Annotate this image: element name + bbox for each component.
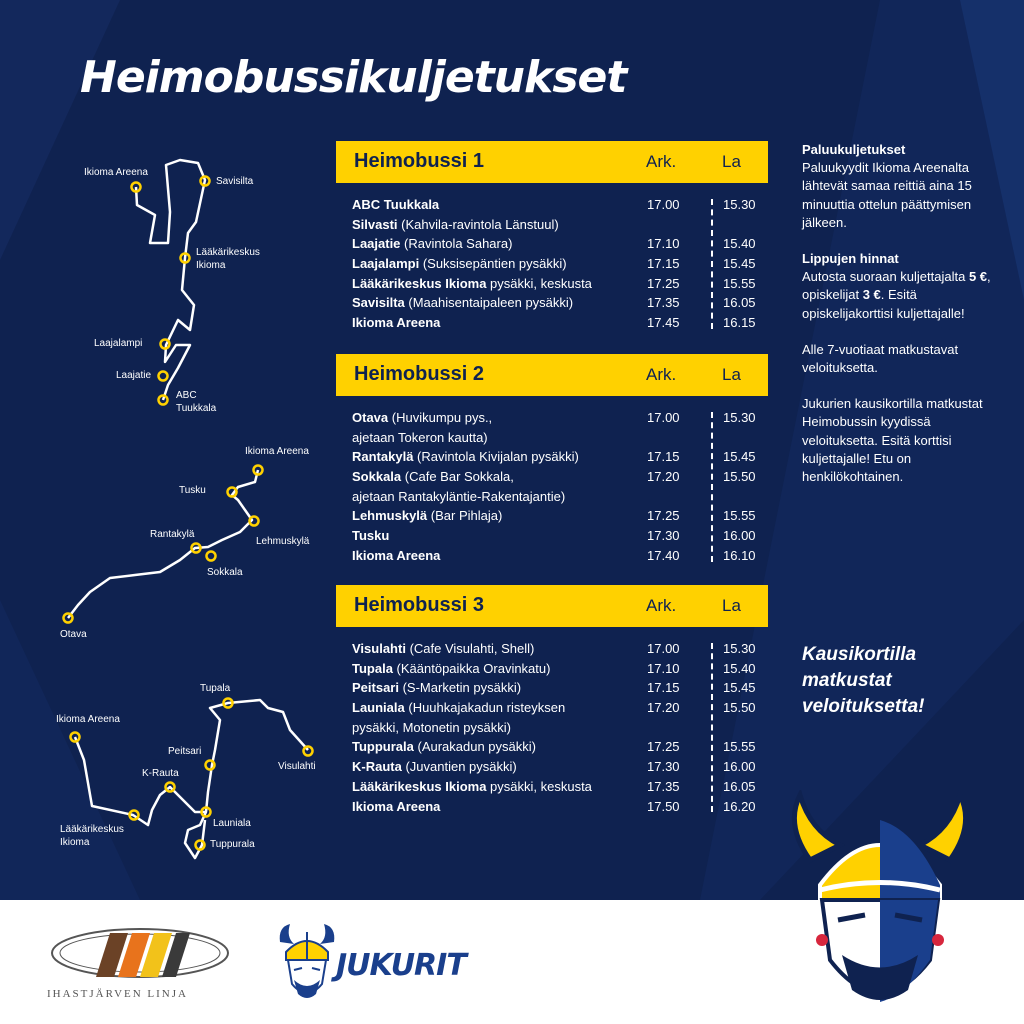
stop-note: (Kahvila-ravintola Länstuul): [397, 216, 559, 232]
time-weekday: 17.00: [647, 197, 680, 212]
stop-visulahti: [304, 747, 313, 756]
season-card-info: Jukurien kausikortilla matkustat Heimobussin kyydissä veloituksetta. Esitä korttisi kuljettajalle! Etu on henkilökohtainen.: [802, 396, 983, 485]
time-weekday: 17.10: [647, 236, 680, 252]
stop-note: (Ravintola Kivijalan pysäkki): [413, 449, 579, 465]
stop-name: Lääkärikeskus Ikioma: [352, 778, 487, 794]
time-weekday: 17.00: [647, 641, 680, 656]
table-row: [336, 195, 768, 215]
time-saturday: 16.00: [723, 759, 756, 775]
col-weekday: Ark.: [646, 596, 677, 615]
table-row: [336, 797, 768, 817]
stop-name: Ikioma Areena: [352, 315, 441, 331]
map-label: Laajatie: [116, 370, 152, 381]
map-label: Ikioma: [196, 260, 226, 271]
map-label: Peitsari: [168, 746, 202, 757]
table-row: [336, 526, 768, 546]
stop-name: Ikioma Areena: [352, 798, 441, 814]
table-row: [336, 234, 768, 254]
time-weekday: 17.45: [647, 315, 680, 331]
price-info: [802, 250, 1002, 323]
bus-header: [336, 585, 768, 627]
schedule-bus-2: [336, 354, 768, 566]
stop-name: Silvasti: [352, 216, 398, 232]
stop-name: Launiala: [352, 700, 405, 716]
price-student: 3 €: [862, 287, 881, 303]
map-label: Lääkärikeskus: [60, 824, 124, 835]
stop-note: (Kääntöpaikka Oravinkatu): [392, 660, 551, 676]
map-label: Tuukkala: [176, 403, 217, 414]
route3-branch: [185, 812, 206, 858]
time-saturday: 16.10: [723, 547, 756, 563]
stop-note: ajetaan Rantakyläntie-Rakentajantie): [352, 488, 566, 504]
time-weekday: 17.35: [647, 778, 680, 794]
stop-note: (Maahisentaipaleen pysäkki): [404, 295, 574, 311]
map-label: ABC: [176, 390, 197, 401]
table-row: [336, 215, 768, 235]
time-weekday: 17.10: [647, 660, 680, 676]
table-row: [336, 467, 768, 487]
stop-name: Lehmuskylä: [352, 508, 428, 524]
time-saturday: 16.05: [723, 295, 756, 311]
jukurit-logo-text: JUKURIT: [336, 948, 466, 983]
stop-note: (Bar Pihlaja): [427, 508, 503, 524]
stop-note: (S-Marketin pysäkki): [398, 680, 522, 696]
bus-name: Heimobussi 1: [354, 150, 485, 172]
bus-name: Heimobussi 3: [354, 594, 485, 616]
table-row: [336, 737, 768, 757]
stop-name: Peitsari: [352, 680, 399, 696]
stop-note: (Juvantien pysäkki): [401, 759, 517, 775]
time-weekday: 17.15: [647, 256, 680, 272]
slogan: Kausikortilla matkustat veloituksetta!: [802, 644, 925, 717]
map-label: Ikioma Areena: [56, 714, 120, 725]
stop-note: (Aurakadun pysäkki): [413, 739, 536, 755]
map-label: K-Rauta: [142, 768, 179, 779]
table-row: [336, 659, 768, 679]
stop-note: (Huuhkajakadun risteyksen: [404, 700, 566, 716]
table-row: [336, 546, 768, 566]
map-label: Otava: [60, 629, 87, 640]
time-saturday: 15.30: [723, 197, 756, 212]
kids-info: Alle 7-vuotiaat matkustavat veloituksetta.: [802, 341, 959, 376]
return-info: [802, 141, 1002, 232]
col-saturday: La: [722, 365, 741, 384]
table-row: [336, 254, 768, 274]
time-weekday: 17.35: [647, 295, 680, 311]
route2-line: [68, 470, 258, 618]
map-label: Tupala: [200, 683, 231, 694]
time-saturday: 15.55: [723, 739, 756, 755]
table-row: [336, 274, 768, 294]
stop-note: (Suksisepäntien pysäkki): [419, 256, 567, 272]
stop-note: (Huvikumpu pys.,: [388, 410, 493, 425]
stop-name: Tusku: [352, 528, 390, 544]
stop-note: (Cafe Visulahti, Shell): [405, 641, 535, 656]
time-saturday: 15.40: [723, 236, 756, 252]
time-saturday: 15.55: [723, 275, 756, 291]
stop-note: (Ravintola Sahara): [400, 236, 513, 252]
map-label: Ikioma Areena: [245, 446, 309, 457]
stop-sokkala: [207, 552, 216, 561]
stop-name: K-Rauta: [352, 759, 402, 775]
time-saturday: 16.20: [723, 798, 756, 814]
time-weekday: 17.30: [647, 528, 680, 544]
return-title: Paluukuljetukset: [802, 142, 906, 157]
stop-name: Rantakylä: [352, 449, 414, 465]
table-row: [336, 639, 768, 659]
table-row: [336, 408, 768, 428]
price-text: , opiskelijat: [802, 269, 991, 303]
stop-name: Otava: [352, 410, 389, 425]
col-saturday: La: [722, 596, 741, 615]
map-label: Sokkala: [207, 567, 243, 578]
info-sidebar: [802, 141, 1002, 504]
time-weekday: 17.15: [647, 680, 680, 696]
table-row: [336, 487, 768, 507]
map-label: Lääkärikeskus: [196, 247, 260, 258]
table-row: [336, 506, 768, 526]
col-weekday: Ark.: [646, 152, 677, 171]
stop-name: Tuppurala: [352, 739, 414, 755]
stop-laajatie: [159, 372, 168, 381]
table-row: [336, 678, 768, 698]
time-weekday: 17.20: [647, 469, 680, 485]
stop-name: Laajalampi: [352, 256, 420, 272]
time-weekday: 17.25: [647, 275, 680, 291]
time-saturday: 15.30: [723, 410, 756, 425]
time-weekday: 17.20: [647, 700, 680, 716]
bus-name: Heimobussi 2: [354, 363, 485, 385]
ihastjarven-linja-text: IHASTJÄRVEN LINJA: [47, 988, 188, 1000]
bus-rows: [336, 195, 768, 333]
stop-name: Savisilta: [352, 295, 405, 311]
time-weekday: 17.50: [647, 798, 680, 814]
table-row: [336, 428, 768, 448]
time-saturday: 15.55: [723, 508, 756, 524]
bus-header: [336, 354, 768, 396]
time-weekday: 17.25: [647, 508, 680, 524]
table-row: [336, 757, 768, 777]
map-label: Ikioma Areena: [84, 167, 148, 178]
bus-rows: [336, 408, 768, 566]
time-saturday: 16.00: [723, 528, 756, 544]
stop-name: ABC Tuukkala: [352, 197, 440, 212]
time-saturday: 15.50: [723, 700, 756, 716]
table-row: [336, 447, 768, 467]
time-saturday: 15.30: [723, 641, 756, 656]
price-adult: 5 €: [968, 269, 988, 285]
stop-name: Sokkala: [352, 469, 402, 485]
map-label: Tusku: [179, 485, 206, 496]
time-saturday: 15.45: [723, 256, 756, 272]
table-row: [336, 718, 768, 738]
schedule-bus-1: [336, 141, 768, 333]
price-title: Lippujen hinnat: [802, 251, 899, 267]
table-row: [336, 777, 768, 797]
stop-note: pysäkki, Motonetin pysäkki): [352, 719, 511, 735]
stop-note: pysäkki, keskusta: [486, 778, 592, 794]
stop-name: Visulahti: [352, 641, 406, 656]
stop-note: ajetaan Tokeron kautta): [352, 429, 488, 445]
time-weekday: 17.00: [647, 410, 680, 425]
time-saturday: 15.50: [723, 469, 756, 485]
stop-name: Laajatie: [352, 236, 401, 252]
schedule-bus-3: [336, 585, 768, 816]
stop-note: pysäkki, keskusta: [486, 275, 592, 291]
bus-rows: [336, 639, 768, 816]
time-weekday: 17.25: [647, 739, 680, 755]
time-saturday: 15.45: [723, 680, 756, 696]
table-row: [336, 313, 768, 333]
time-weekday: 17.30: [647, 759, 680, 775]
page-title: Heimobussikuljetukset: [80, 52, 627, 103]
time-saturday: 15.45: [723, 449, 756, 465]
price-text: . Esitä opiskelijakorttisi kuljettajalle!: [802, 287, 965, 321]
time-saturday: 15.40: [723, 660, 756, 676]
col-saturday: La: [722, 152, 741, 171]
stop-name: Ikioma Areena: [352, 547, 441, 563]
return-text: Paluukyydit Ikioma Areenalta lähtevät samaa reittiä aina 15 minuuttia ottelun päättymisen jälkeen.: [802, 160, 972, 230]
map-label: Lehmuskylä: [256, 536, 310, 547]
stop-name: Tupala: [352, 660, 393, 676]
route-maps: [0, 0, 330, 900]
map-label: Visulahti: [278, 761, 316, 772]
time-weekday: 17.15: [647, 449, 680, 465]
viking-mascot-icon: [780, 790, 980, 1020]
stop-name: Lääkärikeskus Ikioma: [352, 275, 487, 291]
map-label: Laajalampi: [94, 338, 143, 349]
price-text: Autosta suoraan kuljettajalta: [802, 269, 969, 285]
col-weekday: Ark.: [646, 365, 677, 384]
map-label: Tuppurala: [210, 839, 255, 850]
time-weekday: 17.40: [647, 547, 680, 563]
map-label: Rantakylä: [150, 529, 195, 540]
route1-line: [136, 160, 205, 400]
map-label: Ikioma: [60, 837, 90, 848]
time-saturday: 16.15: [723, 315, 756, 331]
map-label: Launiala: [213, 818, 251, 829]
table-row: [336, 698, 768, 718]
time-saturday: 16.05: [723, 778, 756, 794]
bus-header: [336, 141, 768, 183]
stop-note: (Cafe Bar Sokkala,: [401, 469, 514, 485]
table-row: [336, 293, 768, 313]
map-label: Savisilta: [216, 176, 254, 187]
